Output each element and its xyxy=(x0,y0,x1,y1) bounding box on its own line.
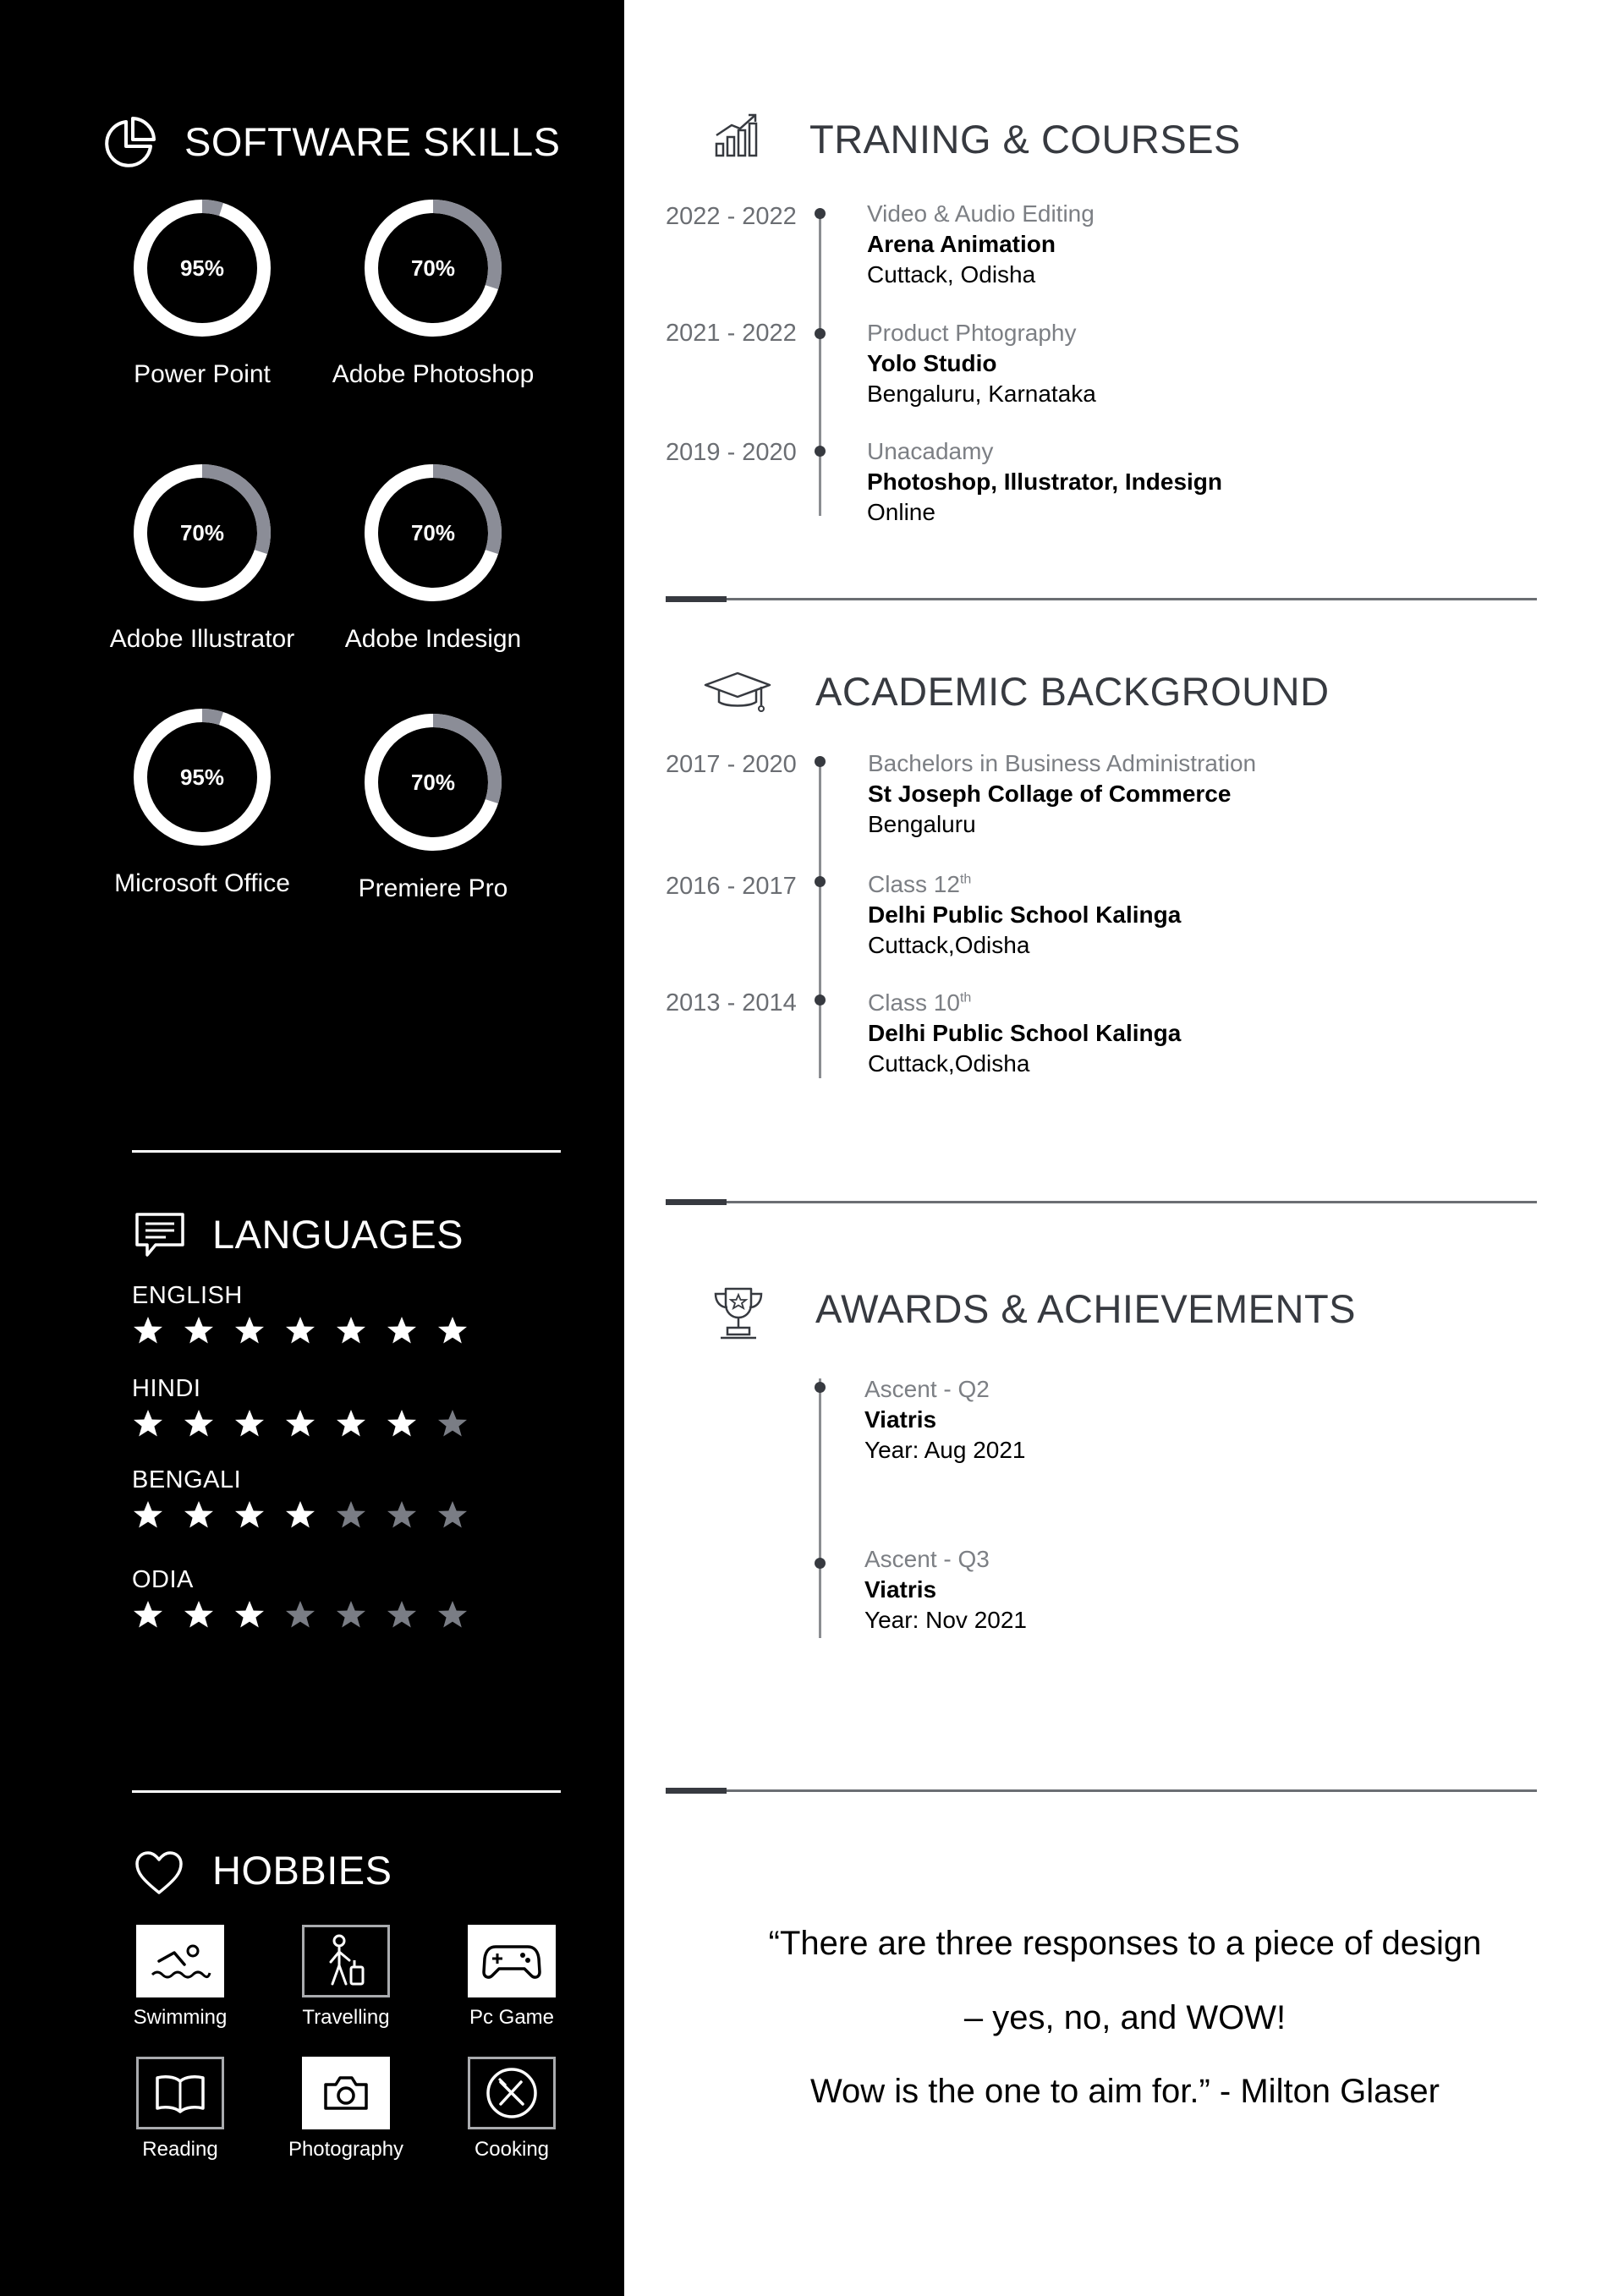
skill-ring xyxy=(361,196,505,340)
star-empty-icon xyxy=(436,1599,469,1630)
star-rating xyxy=(132,1599,469,1630)
star-filled-icon xyxy=(132,1408,164,1438)
entry-subtitle: Ascent - Q2 xyxy=(864,1376,990,1402)
language-item xyxy=(132,1566,469,1630)
star-empty-icon xyxy=(436,1499,469,1530)
language-item xyxy=(132,1466,469,1530)
star-filled-icon xyxy=(233,1408,266,1438)
training-title: TRANING & COURSES xyxy=(809,117,1241,162)
timeline-line xyxy=(819,1378,821,1638)
star-filled-icon xyxy=(132,1499,164,1530)
entry-subtitle: Product Phtography xyxy=(867,320,1077,346)
hobby-item xyxy=(427,2057,596,2162)
skill-ring xyxy=(361,461,505,605)
entry-location: Cuttack,Odisha xyxy=(868,1050,1030,1077)
hobby-item xyxy=(96,1925,265,2030)
language-item xyxy=(132,1282,469,1345)
star-filled-icon xyxy=(284,1315,316,1345)
gamepad-icon xyxy=(468,1925,556,1997)
skill-item xyxy=(75,196,329,389)
quote-line-3: Wow is the one to aim for.” - Milton Glaser xyxy=(810,2073,1440,2110)
timeline-year: 2017 - 2020 xyxy=(666,751,797,778)
skill-item xyxy=(306,710,560,903)
entry-subtitle xyxy=(868,871,1181,898)
star-filled-icon xyxy=(233,1499,266,1530)
star-rating xyxy=(132,1408,469,1438)
pie-chart-icon xyxy=(102,115,157,175)
star-filled-icon xyxy=(436,1315,469,1345)
skill-ring xyxy=(130,196,274,340)
trophy-icon xyxy=(710,1284,766,1347)
hobby-label: Travelling xyxy=(302,2006,390,2029)
timeline-dot xyxy=(815,876,826,887)
skill-name: Premiere Pro xyxy=(358,874,508,902)
entry-subtitle: Bachelors in Business Administration xyxy=(868,750,1257,776)
entry-subtitle-sup: th xyxy=(959,872,972,887)
skill-name: Adobe Photoshop xyxy=(332,360,535,388)
star-empty-icon xyxy=(386,1599,418,1630)
languages-title: LANGUAGES xyxy=(212,1212,464,1257)
skill-percent: 95% xyxy=(179,255,225,281)
timeline-dot xyxy=(815,756,826,767)
hobby-label: Photography xyxy=(288,2138,404,2161)
star-filled-icon xyxy=(284,1408,316,1438)
hobby-label: Swimming xyxy=(133,2006,228,2029)
star-filled-icon xyxy=(183,1599,215,1630)
timeline-dot xyxy=(815,1558,826,1569)
divider xyxy=(666,1201,1537,1203)
timeline-entry xyxy=(867,438,1222,526)
entry-org: Delhi Public School Kalinga xyxy=(868,1020,1182,1046)
hobby-item xyxy=(261,1925,431,2030)
skill-ring xyxy=(361,710,505,854)
timeline-entry xyxy=(867,320,1096,408)
skill-ring xyxy=(130,705,274,849)
entry-location: Cuttack, Odisha xyxy=(867,261,1036,288)
timeline-year: 2016 - 2017 xyxy=(666,873,797,900)
timeline-entry xyxy=(867,200,1095,288)
skill-name: Adobe Illustrator xyxy=(109,625,295,653)
graduation-cap-icon xyxy=(702,668,773,723)
divider-accent xyxy=(666,1788,727,1794)
entry-location: Online xyxy=(867,499,935,525)
language-item xyxy=(132,1375,469,1438)
entry-year: Year: Aug 2021 xyxy=(864,1437,1026,1463)
star-filled-icon xyxy=(183,1408,215,1438)
entry-location: Bengaluru xyxy=(868,811,976,837)
entry-location: Cuttack,Odisha xyxy=(868,932,1030,958)
quote-line-2: – yes, no, and WOW! xyxy=(963,1999,1287,2036)
skill-item xyxy=(306,196,560,389)
entry-org: Arena Animation xyxy=(867,231,1056,257)
entry-org: St Joseph Collage of Commerce xyxy=(868,781,1232,807)
timeline-year: 2021 - 2022 xyxy=(666,320,797,347)
chat-icon xyxy=(134,1211,186,1264)
skill-percent: 70% xyxy=(410,255,456,281)
timeline-dot xyxy=(815,328,826,339)
entry-org: Viatris xyxy=(864,1406,937,1433)
skill-item xyxy=(75,705,329,898)
star-rating xyxy=(132,1499,469,1530)
sidebar xyxy=(0,0,624,2296)
star-filled-icon xyxy=(183,1315,215,1345)
star-filled-icon xyxy=(386,1315,418,1345)
academic-title: ACADEMIC BACKGROUND xyxy=(815,669,1330,714)
star-filled-icon xyxy=(132,1315,164,1345)
star-filled-icon xyxy=(183,1499,215,1530)
hobbies-title: HOBBIES xyxy=(212,1848,392,1893)
timeline-entry xyxy=(864,1376,1025,1464)
timeline-year: 2013 - 2014 xyxy=(666,989,797,1016)
star-filled-icon xyxy=(284,1499,316,1530)
divider xyxy=(666,598,1537,600)
star-empty-icon xyxy=(386,1499,418,1530)
star-filled-icon xyxy=(233,1599,266,1630)
language-name: HINDI xyxy=(132,1375,201,1402)
skill-item xyxy=(75,461,329,654)
star-filled-icon xyxy=(335,1408,367,1438)
star-rating xyxy=(132,1315,469,1345)
timeline-year: 2019 - 2020 xyxy=(666,439,797,466)
skill-name: Adobe Indesign xyxy=(344,625,522,653)
hobby-item xyxy=(261,2057,431,2162)
star-empty-icon xyxy=(436,1408,469,1438)
timeline-dot xyxy=(815,446,826,457)
divider-accent xyxy=(666,596,727,602)
divider xyxy=(666,1789,1537,1792)
language-name: BENGALI xyxy=(132,1466,242,1493)
awards-title: AWARDS & ACHIEVEMENTS xyxy=(815,1286,1357,1331)
entry-org: Viatris xyxy=(864,1576,937,1603)
entry-subtitle-sup: th xyxy=(959,990,972,1006)
timeline-year: 2022 - 2022 xyxy=(666,203,797,230)
star-empty-icon xyxy=(284,1599,316,1630)
hobby-item xyxy=(96,2057,265,2162)
language-name: ENGLISH xyxy=(132,1282,243,1309)
skill-percent: 70% xyxy=(410,770,456,795)
timeline-dot xyxy=(815,995,826,1006)
quote-line-1: “There are three responses to a piece of design xyxy=(768,1925,1482,1962)
star-filled-icon xyxy=(132,1599,164,1630)
skill-ring xyxy=(130,461,274,605)
entry-subtitle-text: Class 10 xyxy=(868,989,960,1016)
travel-icon xyxy=(302,1925,390,1997)
timeline-dot xyxy=(815,208,826,219)
hobby-label: Reading xyxy=(142,2138,218,2161)
timeline-entry xyxy=(864,1546,1027,1634)
entry-subtitle xyxy=(868,989,1181,1016)
book-icon xyxy=(136,2057,224,2129)
swimming-icon xyxy=(136,1925,224,1997)
divider xyxy=(132,1150,561,1153)
timeline-dot xyxy=(815,1382,826,1393)
skill-percent: 70% xyxy=(410,520,456,545)
timeline-entry xyxy=(868,871,1181,959)
entry-subtitle: Ascent - Q3 xyxy=(864,1546,990,1572)
skill-name: Power Point xyxy=(134,360,271,388)
entry-org: Delhi Public School Kalinga xyxy=(868,901,1182,928)
star-filled-icon xyxy=(233,1315,266,1345)
star-filled-icon xyxy=(386,1408,418,1438)
entry-org: Yolo Studio xyxy=(867,350,997,376)
entry-subtitle: Unacadamy xyxy=(867,438,994,464)
divider xyxy=(132,1790,561,1793)
entry-subtitle-text: Class 12 xyxy=(868,871,960,897)
timeline-line xyxy=(819,761,821,1078)
hobby-label: Pc Game xyxy=(469,2006,555,2029)
skill-item xyxy=(306,461,560,654)
skill-name: Microsoft Office xyxy=(114,869,290,897)
software-skills-title: SOFTWARE SKILLS xyxy=(184,119,561,164)
entry-subtitle: Video & Audio Editing xyxy=(867,200,1095,227)
timeline-entry xyxy=(868,989,1181,1077)
entry-location: Bengaluru, Karnataka xyxy=(867,381,1096,407)
timeline-entry xyxy=(868,750,1256,838)
hobby-item xyxy=(427,1925,596,2030)
language-name: ODIA xyxy=(132,1566,194,1593)
hobby-label: Cooking xyxy=(474,2138,550,2161)
star-empty-icon xyxy=(335,1499,367,1530)
timeline-line xyxy=(819,215,821,516)
cooking-icon xyxy=(468,2057,556,2129)
star-filled-icon xyxy=(335,1315,367,1345)
entry-org: Photoshop, Illustrator, Indesign xyxy=(867,469,1223,495)
star-empty-icon xyxy=(335,1599,367,1630)
divider-accent xyxy=(666,1199,727,1205)
growth-chart-icon xyxy=(713,112,764,163)
skill-percent: 95% xyxy=(179,764,225,790)
entry-year: Year: Nov 2021 xyxy=(864,1607,1027,1633)
camera-icon xyxy=(302,2057,390,2129)
heart-icon xyxy=(134,1850,184,1900)
skill-percent: 70% xyxy=(179,520,225,545)
